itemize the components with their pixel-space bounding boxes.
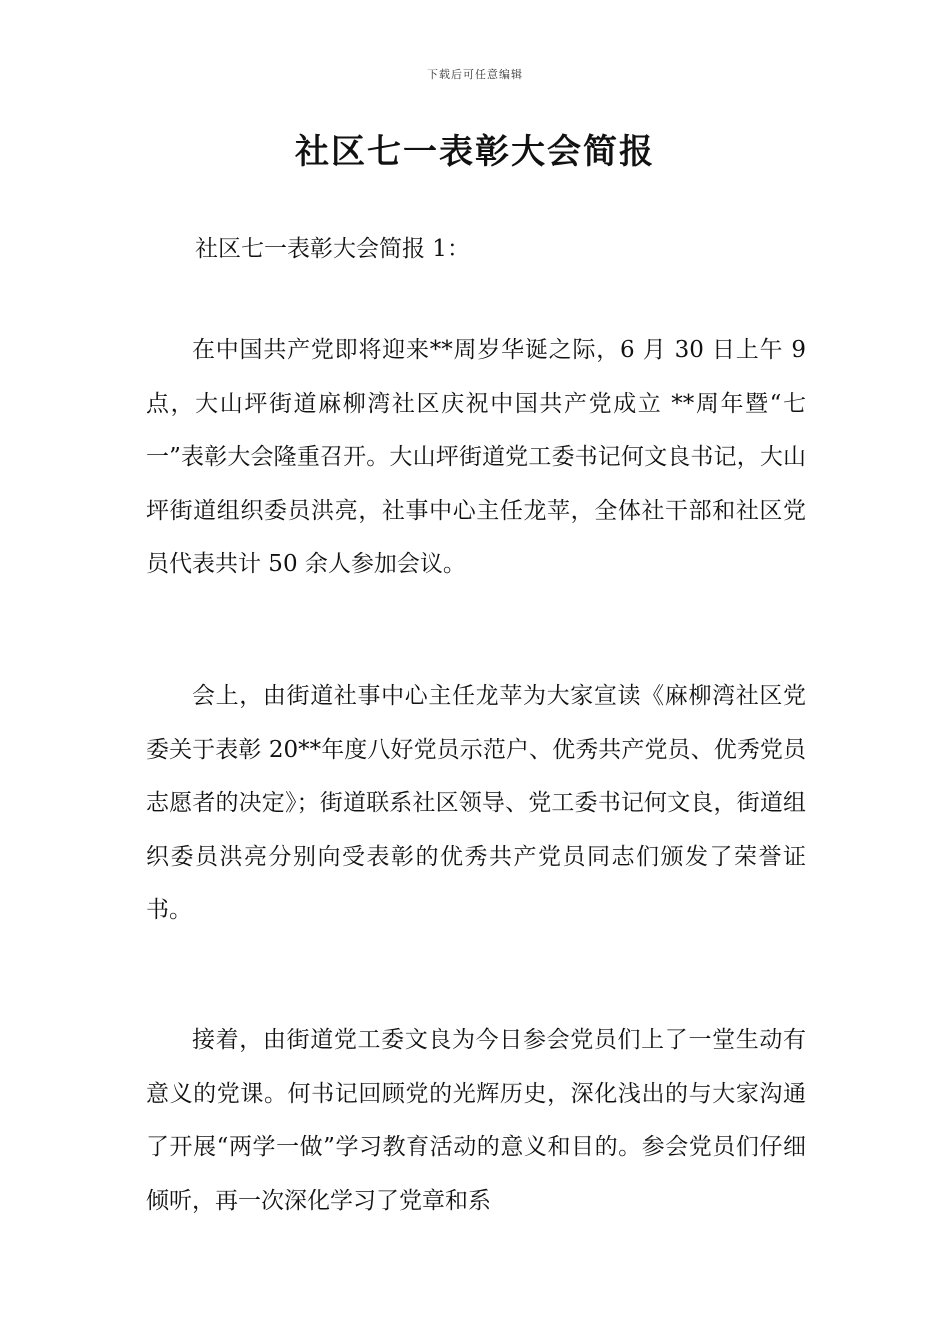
header-note: 下载后可任意编辑 — [427, 68, 523, 81]
section-subheading: 社区七一表彰大会简报 1： — [195, 236, 470, 262]
paragraph-3: 接着，由街道党工委文良为今日参会党员们上了一堂生动有意义的党课。何书记回顾党的光辉历史，深化浅出的与大家沟通了开展“两学一做”学习教育活动的意义和目的。参会党员们仔细倾听，再一次深化学习了党章和系 — [146, 1027, 806, 1214]
paragraph-2: 会上，由街道社事中心主任龙苹为大家宣读《麻柳湾社区党委关于表彰 20**年度八好党员示范户、优秀共产党员、优秀党员志愿者的决定》；街道联系社区领导、党工委书记何文良，街道组织委员洪亮分别向受表彰的优秀共产党员同志们颁发了荣誉证书。 — [146, 683, 806, 923]
paragraph-1: 在中国共产党即将迎来**周岁华诞之际，6 月 30 日上午 9 点，大山坪街道麻柳湾社区庆祝中国共产党成立 **周年暨“七一”表彰大会隆重召开。大山坪街道党工委书记何文良书记，大山坪街道组织委员洪亮，社事中心主任龙苹，全体社干部和社区党员代表共计 50 余人参加会议。 — [146, 337, 806, 577]
document-title: 社区七一表彰大会简报 — [295, 132, 655, 172]
